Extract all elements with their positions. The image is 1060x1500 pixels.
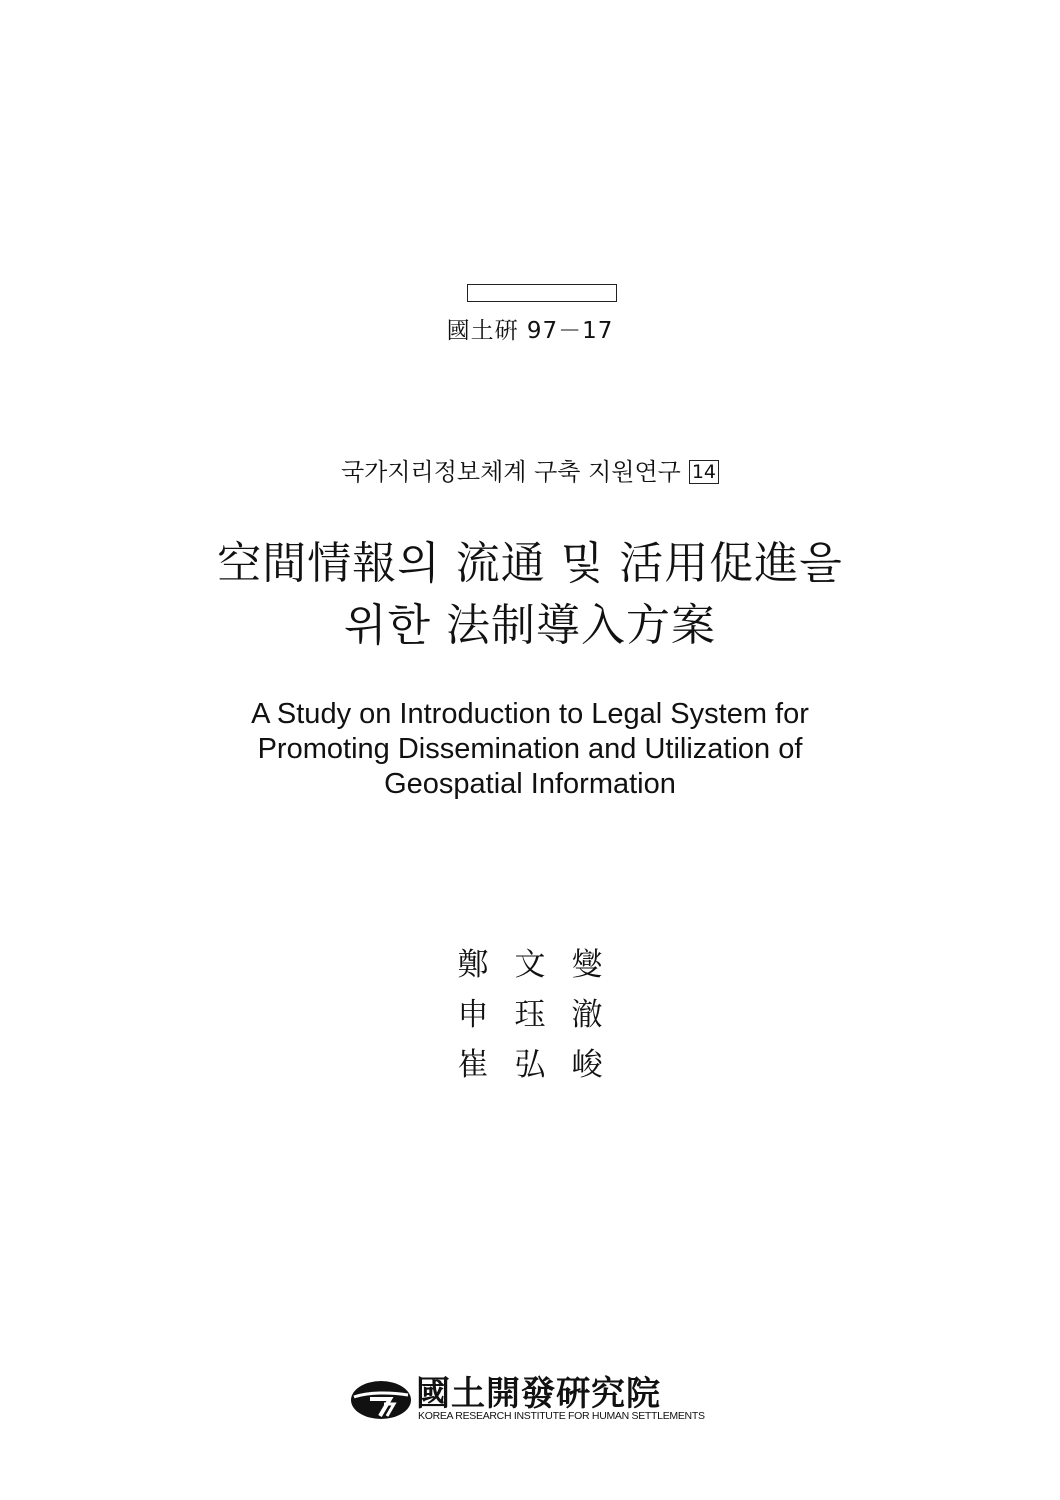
publisher-logo [350, 1374, 750, 1426]
title-english [0, 697, 1060, 802]
title-english-line-1: A Study on Introduction to Legal System for [251, 698, 809, 730]
report-number-box [467, 284, 617, 302]
title-english-line-3: Geospatial Information [384, 768, 676, 800]
author-name: 崔弘峻 [457, 1047, 629, 1083]
author-name: 鄭文燮 [457, 947, 629, 983]
publisher-name-english: KOREA RESEARCH INSTITUTE FOR HUMAN SETTLEMENTS [418, 1410, 705, 1422]
title-korean-line-2: 위한 法制導入方案 [344, 600, 716, 651]
author-list [0, 940, 1060, 1090]
title-korean-line-1: 空間情報의 流通 및 活用促進을 [217, 538, 843, 589]
publisher-name-korean: 國土開發硏究院 [416, 1374, 661, 1414]
series-label: 국가지리정보체계 구축 지원연구 [340, 458, 681, 486]
institute-logo-icon [350, 1380, 412, 1420]
series-heading [0, 452, 1060, 487]
series-number: 14 [689, 460, 719, 484]
author-name: 申珏澈 [457, 997, 629, 1033]
title-english-line-2: Promoting Dissemination and Utilization of [257, 733, 803, 765]
report-number: 國土硏 97－17 [446, 318, 614, 344]
